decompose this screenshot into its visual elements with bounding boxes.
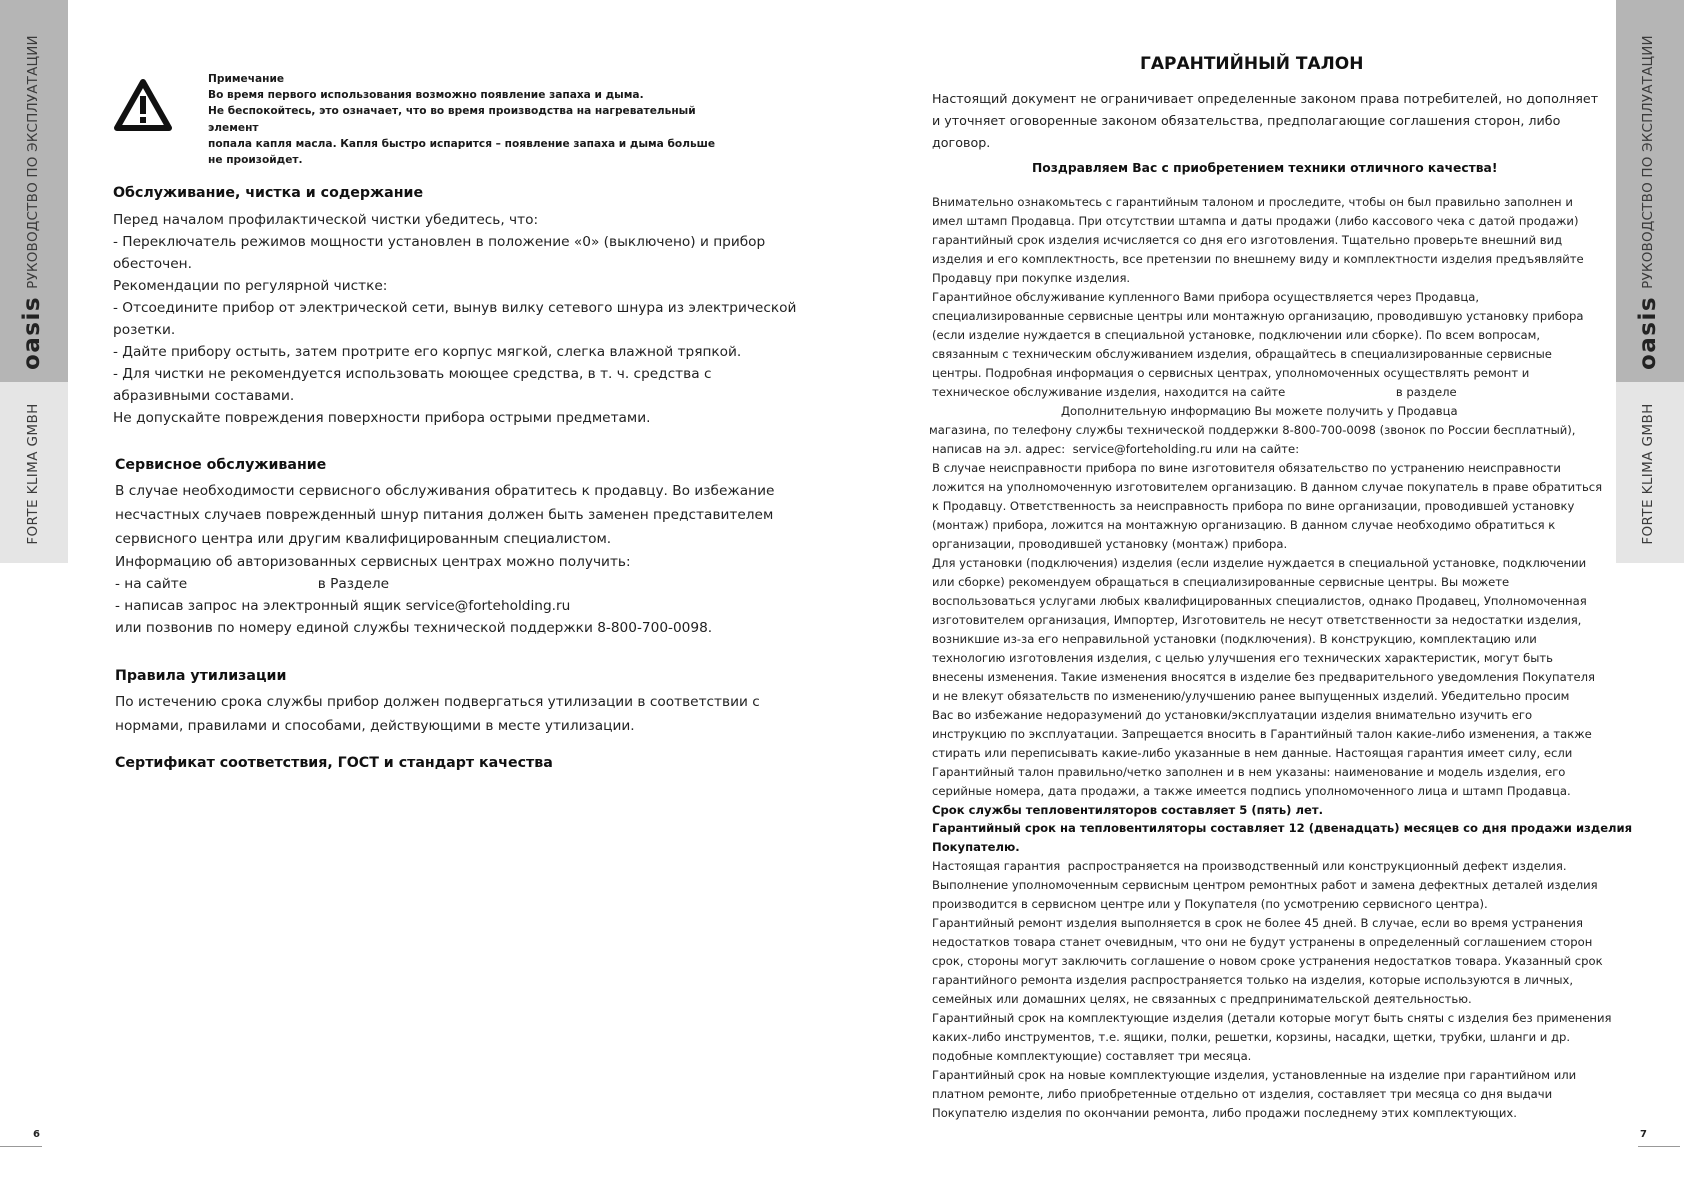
body-line: возникшие из-за его неправильной установки (подключения). В конструкцию, комплектацию или [932, 631, 1537, 646]
right-guide-label: РУКОВОДСТВО ПО ЭКСПЛУАТАЦИИ [1640, 35, 1656, 289]
service-line: - на сайте в Разделе [115, 576, 390, 592]
body-line: Гарантийный талон правильно/четко заполнен и в нем указаны: наименование и модель изделия, его [932, 764, 1566, 779]
body-line: срок, стороны могут заключить соглашение о новом сроке устранения недостатков товара. Указанный срок [932, 954, 1603, 969]
note-block [208, 71, 728, 168]
body-line: стирать или переписывать какие-либо указанные в нем данные. Настоящая гарантия имеет силу, если [932, 745, 1573, 760]
warning-icon [113, 77, 173, 133]
certificate-heading: Сертификат соответствия, ГОСТ и стандарт качества [115, 755, 553, 771]
body-line: В случае неисправности прибора по вине изготовителя обязательство по устранению неисправности [932, 460, 1561, 475]
body-line: магазина, по телефону службы технической поддержки 8-800-700-0098 (звонок по России бесплатный), [929, 422, 1576, 437]
body-line: производится в сервисном центре или у Покупателя (по усмотрению сервисного центра). [932, 897, 1488, 912]
service-line: Информацию об авторизованных сервисных центрах можно получить: [115, 554, 631, 570]
service-line: или позвонив по номеру единой службы технической поддержки 8-800-700-0098. [115, 620, 713, 636]
body-line: Гарантийный ремонт изделия выполняется в срок не более 45 дней. В случае, если во время устранения [932, 916, 1583, 931]
body-line: Дополнительную информацию Вы можете получить у Продавца [932, 403, 1458, 418]
warranty-period-line: Гарантийный срок на тепловентиляторы составляет 12 (двенадцать) месяцев со дня продажи изделия [932, 821, 1633, 836]
left-company-label: FORTE KLIMA GMBH [25, 403, 41, 545]
body-line: (если изделие нуждается в специальной установке, подключении или сборке). По всем вопросам, [932, 327, 1541, 342]
right-brand-logo: oasis [1635, 295, 1661, 371]
body-line: имел штамп Продавца. При отсутствии штампа и даты продажи (либо кассового чека с датой продажи) [932, 213, 1579, 228]
maintenance-line: абразивными составами. [113, 388, 295, 404]
service-line: В случае необходимости сервисного обслуживания обратитесь к продавцу. Во избежание [115, 483, 775, 499]
body-line: гарантийный срок изделия исчисляется со дня его изготовления. Тщательно проверьте внешний вид [932, 232, 1563, 247]
body-line: семейных или домашних целях, не связанных с предпринимательской деятельностью. [932, 992, 1472, 1007]
service-line: - написав запрос на электронный ящик service@forteholding.ru [115, 598, 571, 614]
right-company-label: FORTE KLIMA GMBH [1640, 403, 1656, 545]
body-line: Для установки (подключения) изделия (если изделие нуждается в специальной установке, подключении [932, 555, 1587, 570]
warranty-body [929, 193, 1633, 1123]
service-heading: Сервисное обслуживание [115, 457, 327, 473]
disposal-line: нормами, правилами и способами, действующими в месте утилизации. [115, 718, 635, 734]
note-title: Примечание [208, 73, 285, 85]
body-line: Выполнение уполномоченным сервисным центром ремонтных работ и замена дефектных деталей изделия [932, 878, 1598, 893]
maintenance-line: - Для чистки не рекомендуется использовать моющее средства, в т. ч. средства с [113, 366, 712, 382]
note-line: не произойдет. [208, 154, 303, 167]
intro-line: Настоящий документ не ограничивает определенные законом права потребителей, но дополняет [932, 91, 1599, 106]
note-line: попала капля масла. Капля быстро испарится – появление запаха и дыма больше [208, 137, 716, 150]
maintenance-line: - Дайте прибору остыть, затем протрите его корпус мягкой, слегка влажной тряпкой. [113, 344, 742, 360]
body-line: (монтаж) прибора, ложится на монтажную организацию. В данном случае необходимо обратиться к [932, 517, 1556, 532]
note-line: Во время первого использования возможно появление запаха и дыма. [208, 89, 644, 102]
body-line: гарантийного ремонта изделия распространяется только на изделия, которые используются в личных, [932, 973, 1574, 988]
body-line: платном ремонте, либо приобретенные отдельно от изделия, составляет три месяца со дня выдачи [932, 1087, 1553, 1102]
maintenance-line: Не допускайте повреждения поверхности прибора острыми предметами. [113, 410, 651, 426]
body-line: Вас во избежание недоразумений до установки/эксплуатации изделия внимательно изучить его [932, 707, 1533, 722]
disposal-heading: Правила утилизации [115, 668, 287, 684]
body-line: к Продавцу. Ответственность за неисправность прибора по вине организации, проводившей установку [932, 498, 1575, 513]
body-line: или сборке) рекомендуем обращаться в специализированные сервисные центры. Вы можете [932, 574, 1510, 589]
body-line: серийные номера, дата продажи, а также имеется подпись уполномоченного лица и штамп Продавца. [932, 783, 1571, 798]
maintenance-line: - Переключатель режимов мощности установлен в положение «0» (выключено) и прибор [113, 234, 766, 250]
body-line: Внимательно ознакомьтесь с гарантийным талоном и проследите, чтобы он был правильно заполнен и [932, 195, 1573, 209]
left-brand-logo: oasis [19, 295, 45, 371]
body-line: организации, проводившей установку (монтаж) прибора. [932, 536, 1288, 551]
body-line: техническое обслуживание изделия, находится на сайте в разделе [932, 384, 1457, 399]
page-number-left-rule [0, 1146, 42, 1147]
maintenance-line: Рекомендации по регулярной чистке: [113, 278, 388, 294]
body-line: воспользоваться услугами любых квалифицированных специалистов, однако Продавец, Уполномоченная [932, 593, 1587, 608]
body-line: написав на эл. адрес: service@forteholding.ru или на сайте: [932, 441, 1300, 456]
body-line: внесены изменения. Такие изменения вносятся в изделие без предварительного уведомления Покупателя [932, 669, 1595, 684]
body-line: изделия и его комплектность, все претензии по внешнему виду и комплектности изделия предъявляйте [932, 251, 1584, 266]
service-text [115, 479, 774, 639]
disposal-line: По истечению срока службы прибор должен подвергаться утилизации в соответствии с [115, 694, 760, 710]
warranty-period-line: Покупателю. [932, 840, 1020, 855]
page-number-right: 7 [1640, 1129, 1647, 1140]
maintenance-line: Перед началом профилактической чистки убедитесь, что: [113, 212, 539, 228]
warranty-title: ГАРАНТИЙНЫЙ ТАЛОН [1140, 54, 1364, 74]
page-number-left: 6 [33, 1129, 40, 1140]
warranty-congrats: Поздравляем Вас с приобретением техники отличного качества! [1032, 161, 1498, 175]
service-line: сервисного центра или другим квалифицированным специалистом. [115, 531, 612, 547]
body-line: и не влекут обязательств по изменению/улучшению ранее выпущенных изделий. Убедительно просим [932, 688, 1570, 703]
body-line: Гарантийный срок на комплектующие изделия (детали которые могут быть сняты с изделия без применения [932, 1011, 1612, 1026]
body-line: центры. Подробная информация о сервисных центрах, уполномоченных осуществлять ремонт и [932, 365, 1530, 380]
note-line: Не беспокойтесь, это означает, что во время производства на нагревательный элемент [208, 105, 696, 134]
intro-line: и уточняет оговоренные законом обязательства, предполагающие соглашения сторон, либо [932, 113, 1561, 128]
maintenance-line: - Отсоедините прибор от электрической сети, вынув вилку сетевого шнура из электрической [113, 300, 797, 316]
body-line: связанным с техническим обслуживанием изделия, обращайтесь в специализированные сервисные [932, 346, 1552, 361]
body-line: инструкцию по эксплуатации. Запрещается вносить в Гарантийный талон какие-либо изменения, а также [932, 726, 1592, 741]
service-life-line: Срок службы тепловентиляторов составляет 5 (пять) лет. [932, 802, 1323, 817]
maintenance-line: обесточен. [113, 256, 192, 272]
body-line: Гарантийное обслуживание купленного Вами прибора осуществляется через Продавца, [932, 289, 1480, 304]
body-line: Настоящая гарантия распространяется на производственный или конструкционный дефект изделия. [932, 859, 1567, 874]
body-line: Покупателю изделия по окончании ремонта, либо продажи последнему этих комплектующих. [932, 1106, 1517, 1121]
maintenance-line: розетки. [113, 322, 176, 338]
page-number-right-rule [1638, 1146, 1680, 1147]
warranty-intro [932, 88, 1599, 154]
intro-line: договор. [932, 135, 991, 150]
maintenance-heading: Обслуживание, чистка и содержание [113, 185, 424, 201]
body-line: Гарантийный срок на новые комплектующие изделия, установленные на изделие при гарантийном или [932, 1068, 1577, 1083]
body-line: подобные комплектующие) составляет три месяца. [932, 1049, 1252, 1064]
service-line: несчастных случаев поврежденный шнур питания должен быть заменен представителем [115, 507, 774, 523]
disposal-text [115, 690, 760, 738]
body-line: ложится на уполномоченную изготовителем организацию. В данном случае покупатель в праве обратиться [932, 479, 1603, 494]
maintenance-text [113, 209, 796, 429]
body-line: технологию изготовления изделия, с целью улучшения его технических характеристик, могут быть [932, 650, 1553, 665]
body-line: недостатков товара станет очевидным, что они не будут устранены в определенный соглашением сторон [932, 935, 1593, 950]
left-guide-label: РУКОВОДСТВО ПО ЭКСПЛУАТАЦИИ [25, 35, 41, 289]
body-line: изготовителем организация, Импортер, Изготовитель не несут ответственности за недостатки изделия, [932, 612, 1582, 627]
body-line: специализированные сервисные центры или монтажную организацию, проводившую установку прибора [932, 308, 1584, 323]
body-line: каких-либо инструментов, т.е. ящики, полки, решетки, корзины, насадки, щетки, трубки, шланги и др. [932, 1030, 1571, 1045]
body-line: Продавцу при покупке изделия. [932, 270, 1131, 285]
